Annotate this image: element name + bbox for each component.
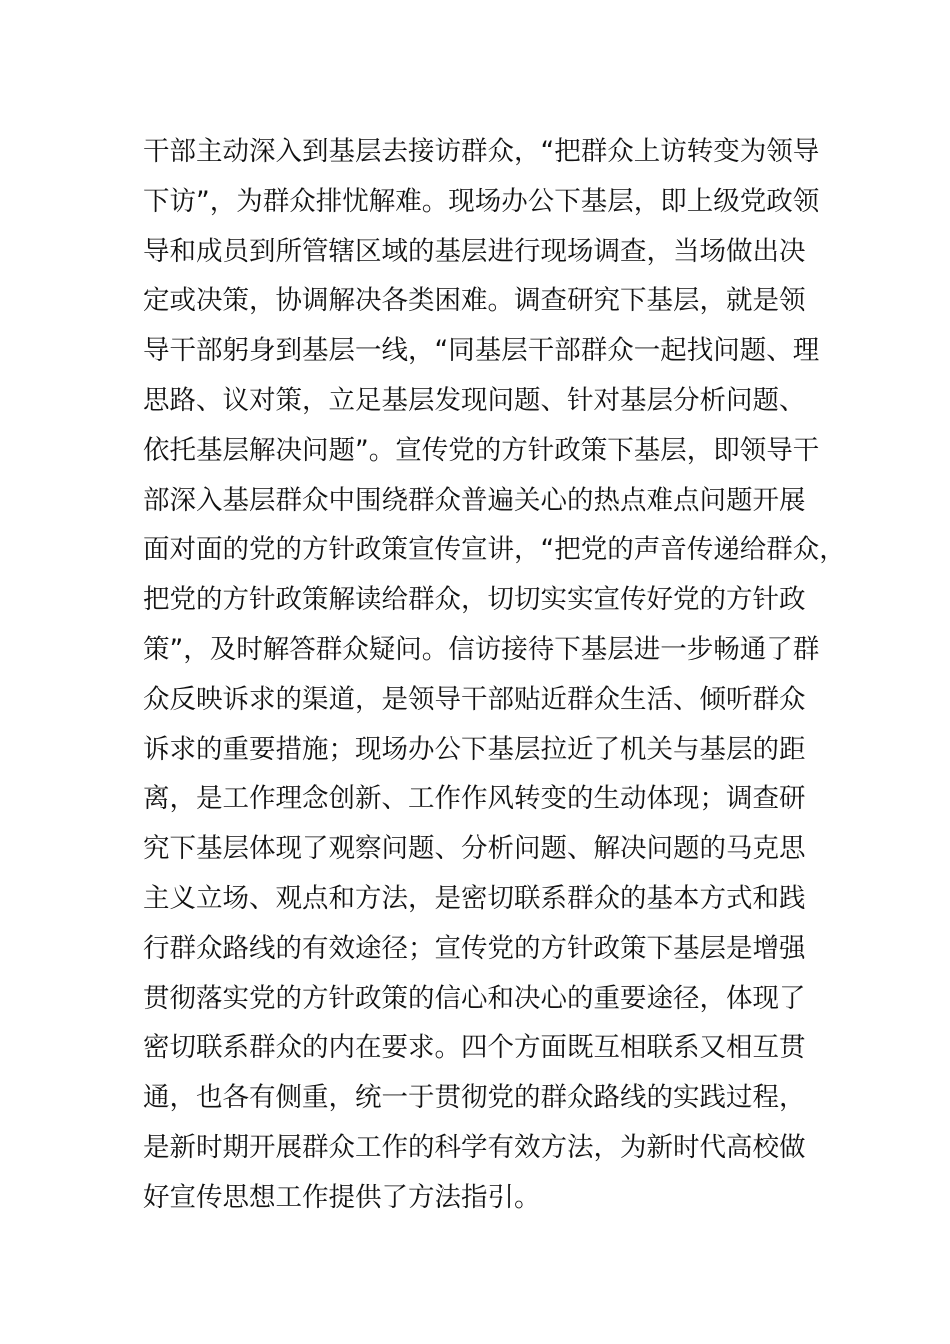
text-line-20: 通，也各有侧重，统一于贯彻党的群众路线的实践过程，	[143, 1082, 806, 1114]
text-line-19: 密切联系群众的内在要求。四个方面既互相联系又相互贯	[143, 1032, 806, 1064]
text-line-10: 把党的方针政策解读给群众，切切实实宣传好党的方针政	[143, 584, 806, 616]
text-line-16: 主义立场、观点和方法，是密切联系群众的基本方式和践	[143, 882, 806, 914]
text-line-22: 好宣传思想工作提供了方法指引。	[143, 1181, 541, 1213]
text-line-17: 行群众路线的有效途径；宣传党的方针政策下基层是增强	[143, 932, 806, 964]
text-line-3: 导和成员到所管辖区域的基层进行现场调查，当场做出决	[143, 235, 806, 267]
text-line-12: 众反映诉求的渠道，是领导干部贴近群众生活、倾听群众	[143, 683, 806, 715]
text-line-5: 导干部躬身到基层一线，“同基层干部群众一起找问题、理	[143, 335, 820, 367]
text-line-13: 诉求的重要措施；现场办公下基层拉近了机关与基层的距	[143, 733, 806, 765]
text-line-2: 下访”，为群众排忧解难。现场办公下基层，即上级党政领	[143, 185, 820, 217]
text-line-18: 贯彻落实党的方针政策的信心和决心的重要途径，体现了	[143, 982, 806, 1014]
text-line-7: 依托基层解决问题”。宣传党的方针政策下基层，即领导干	[143, 434, 820, 466]
text-line-15: 究下基层体现了观察问题、分析问题、解决问题的马克思	[143, 833, 806, 865]
text-line-21: 是新时期开展群众工作的科学有效方法，为新时代高校做	[143, 1131, 806, 1163]
text-line-9: 面对面的党的方针政策宣传宣讲，“把党的声音传递给群众，	[143, 534, 846, 566]
text-line-8: 部深入基层群众中围绕群众普遍关心的热点难点问题开展	[143, 484, 806, 516]
text-line-6: 思路、议对策，立足基层发现问题、针对基层分析问题、	[143, 384, 806, 416]
text-line-4: 定或决策，协调解决各类困难。调查研究下基层，就是领	[143, 285, 806, 317]
body-paragraph	[143, 127, 846, 1223]
text-line-1: 干部主动深入到基层去接访群众，“把群众上访转变为领导	[143, 136, 820, 167]
text-line-11: 策”，及时解答群众疑问。信访接待下基层进一步畅通了群	[143, 633, 820, 665]
text-line-14: 离，是工作理念创新、工作作风转变的生动体现；调查研	[143, 783, 806, 815]
